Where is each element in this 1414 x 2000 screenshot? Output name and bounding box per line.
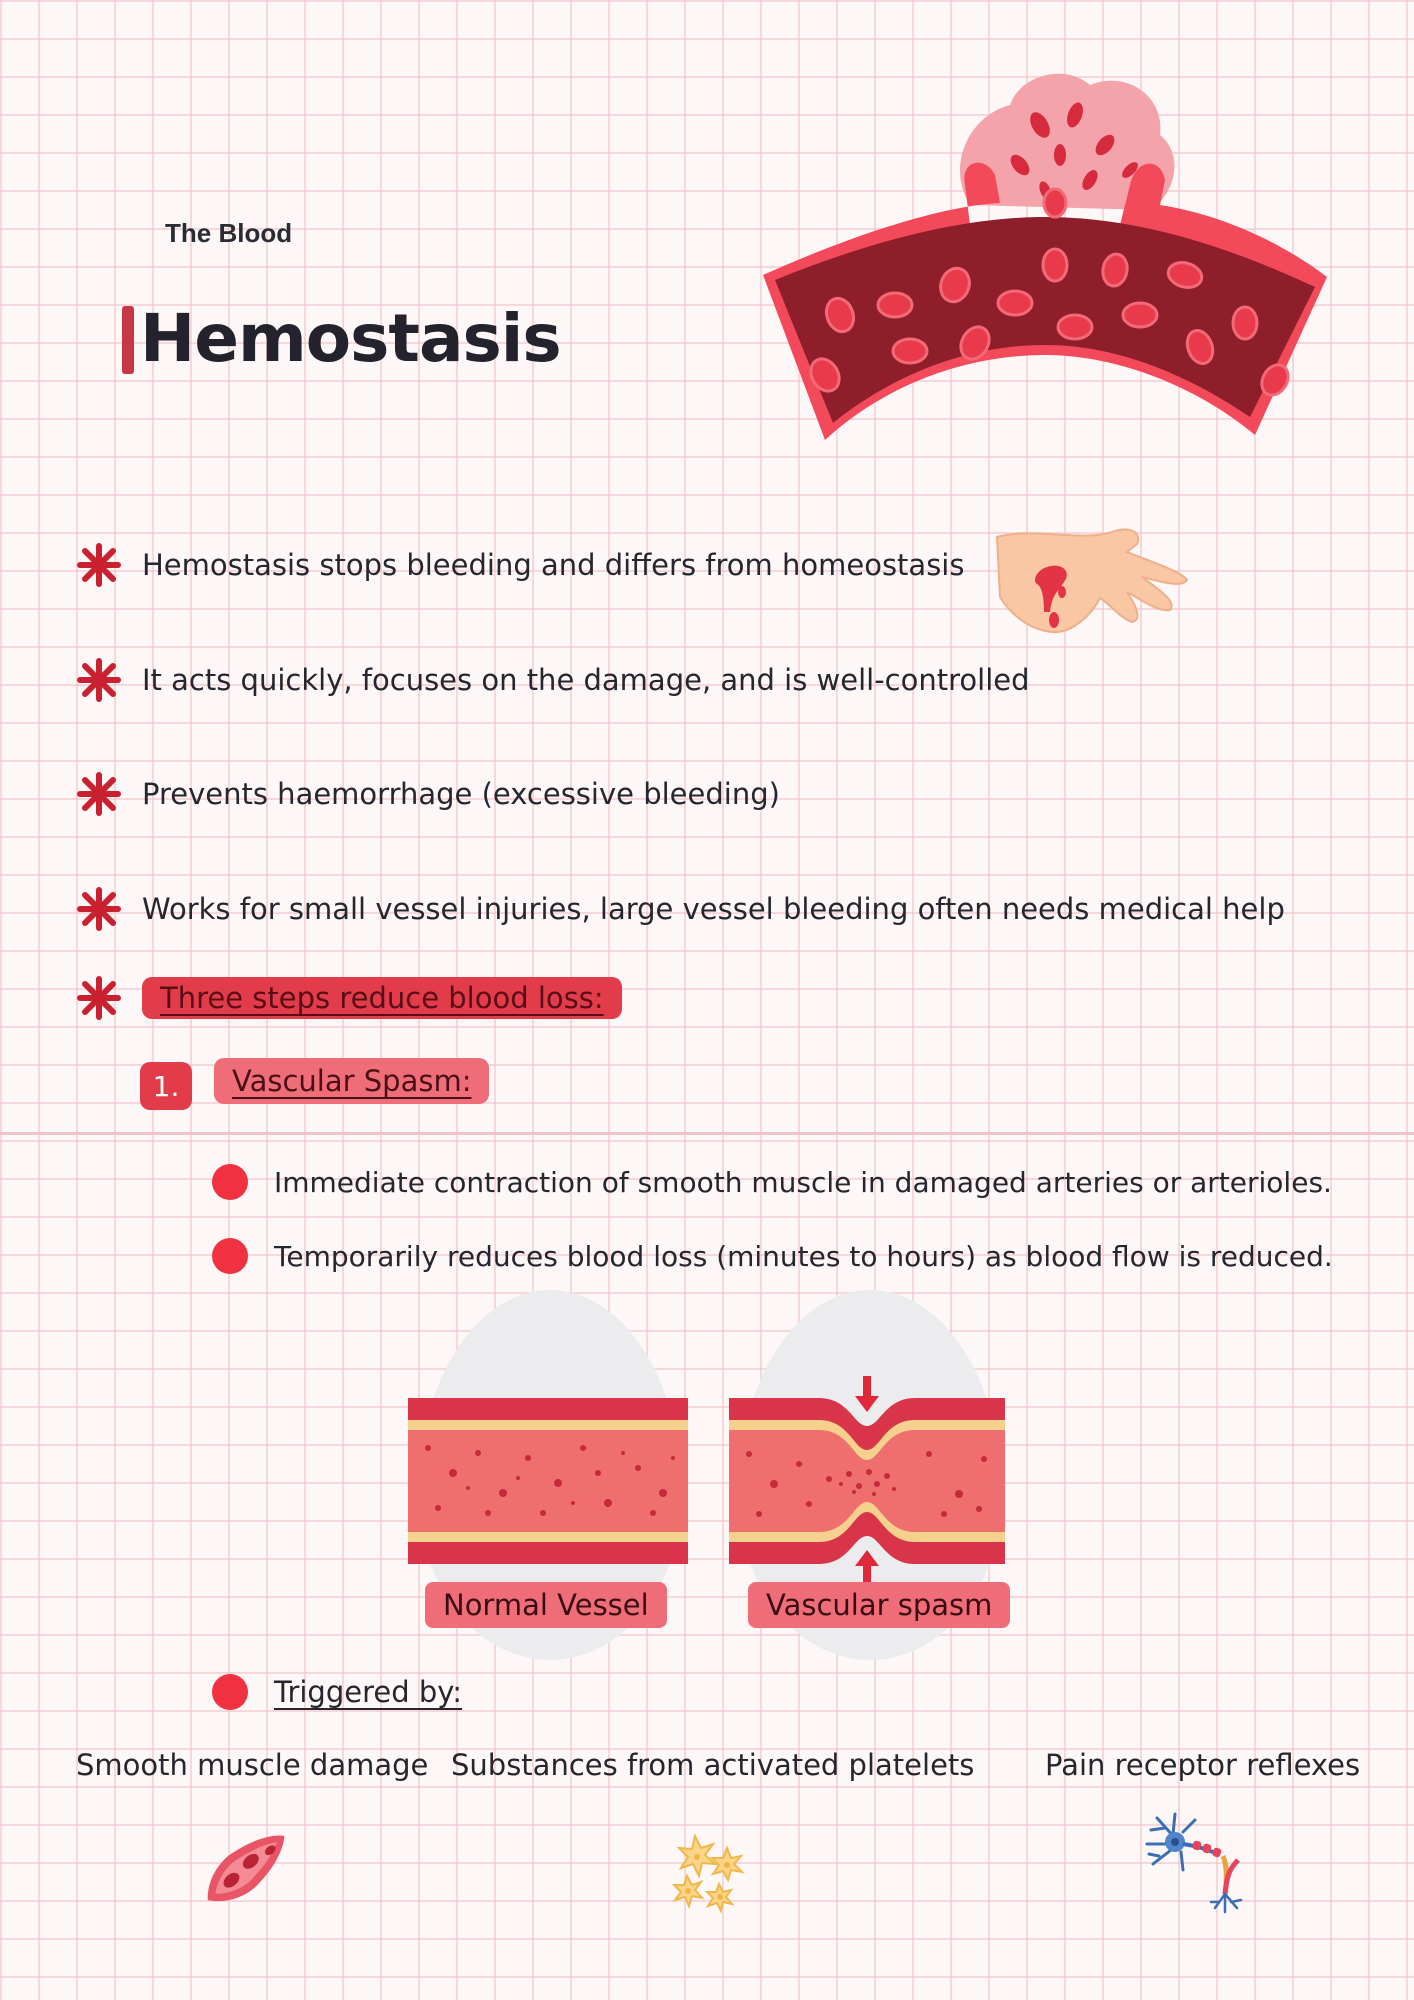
list-item bbox=[76, 884, 1285, 934]
step-number-badge: 1. bbox=[140, 1062, 192, 1110]
steps-heading-pill bbox=[142, 977, 622, 1019]
bullet-text: Hemostasis stops bleeding and differs from homeostasis bbox=[142, 548, 965, 582]
asterisk-icon bbox=[76, 975, 122, 1021]
triggered-label: Triggered by: bbox=[274, 1675, 463, 1709]
bullet-text: Prevents haemorrhage (excessive bleeding) bbox=[142, 777, 780, 811]
bullet-dot-icon bbox=[212, 1164, 248, 1200]
trigger-text: Smooth muscle damage bbox=[76, 1748, 429, 1782]
bleeding-hand-icon bbox=[992, 522, 1192, 642]
platelets-icon bbox=[657, 1818, 757, 1918]
bullet-dot-icon bbox=[212, 1238, 248, 1274]
trigger-text: Pain receptor reflexes bbox=[1045, 1748, 1361, 1782]
list-item bbox=[212, 1674, 462, 1710]
spasm-vessel-label: Vascular spasm bbox=[748, 1582, 1010, 1628]
point-text: Immediate contraction of smooth muscle in damaged arteries or arterioles. bbox=[274, 1165, 1332, 1199]
asterisk-icon bbox=[76, 657, 122, 703]
smooth-muscle-icon bbox=[192, 1818, 300, 1918]
page-subtitle: The Blood bbox=[165, 218, 293, 248]
steps-heading: Three steps reduce blood loss: bbox=[160, 981, 604, 1015]
list-item bbox=[76, 769, 780, 819]
list-item bbox=[76, 655, 1030, 705]
asterisk-icon bbox=[76, 542, 122, 588]
list-item bbox=[76, 540, 964, 590]
list-item bbox=[76, 973, 622, 1023]
normal-vessel-icon bbox=[408, 1398, 688, 1564]
blood-vessel-wound-illustration bbox=[755, 55, 1335, 445]
step-label: Vascular Spasm: bbox=[232, 1064, 472, 1098]
spasm-vessel-icon bbox=[729, 1374, 1005, 1588]
trigger-text: Substances from activated platelets bbox=[451, 1748, 975, 1782]
point-text: Temporarily reduces blood loss (minutes to hours) as blood flow is reduced. bbox=[274, 1239, 1333, 1273]
step-label-pill bbox=[214, 1058, 489, 1104]
page-title: Hemostasis bbox=[140, 300, 561, 377]
normal-vessel-label: Normal Vessel bbox=[425, 1582, 667, 1628]
title-accent-bar bbox=[122, 306, 134, 374]
divider bbox=[0, 1132, 1414, 1135]
neuron-icon bbox=[1143, 1810, 1251, 1920]
bullet-dot-icon bbox=[212, 1674, 248, 1710]
bullet-text: Works for small vessel injuries, large vessel bleeding often needs medical help bbox=[142, 892, 1285, 926]
list-item bbox=[212, 1164, 1332, 1200]
asterisk-icon bbox=[76, 886, 122, 932]
list-item bbox=[212, 1238, 1333, 1274]
bullet-text: It acts quickly, focuses on the damage, and is well-controlled bbox=[142, 663, 1030, 697]
asterisk-icon bbox=[76, 771, 122, 817]
